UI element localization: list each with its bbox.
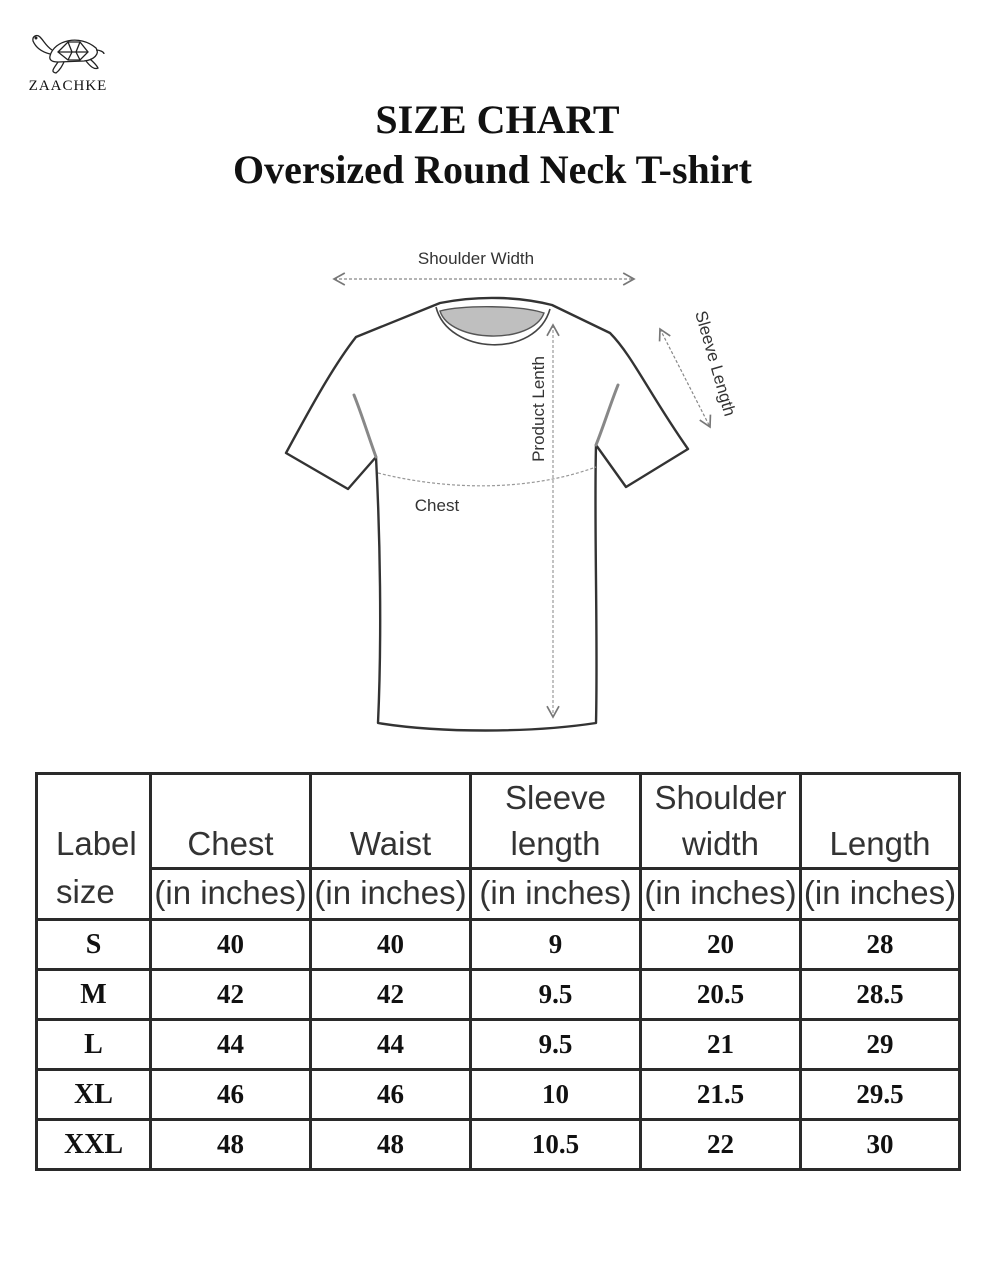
header-column-unit: (in inches) bbox=[149, 867, 312, 916]
header-column-name: width bbox=[681, 825, 760, 862]
turtle-logo-icon bbox=[28, 26, 108, 78]
header-column bbox=[151, 774, 311, 920]
header-column bbox=[471, 774, 641, 920]
table-cell: 46 bbox=[151, 1070, 311, 1120]
table-cell: 40 bbox=[151, 920, 311, 970]
table-row bbox=[37, 1120, 960, 1170]
header-column bbox=[641, 774, 801, 920]
tshirt-diagram bbox=[270, 235, 770, 745]
table-cell: 20.5 bbox=[641, 970, 801, 1020]
table-cell: 48 bbox=[151, 1120, 311, 1170]
header-column-name: length bbox=[510, 825, 601, 862]
table-row bbox=[37, 920, 960, 970]
table-cell: 29 bbox=[801, 1020, 960, 1070]
size-label: L bbox=[37, 1020, 151, 1070]
header-label-size bbox=[37, 774, 151, 920]
header-column bbox=[311, 774, 471, 920]
table-cell: 10.5 bbox=[471, 1120, 641, 1170]
table-cell: 44 bbox=[311, 1020, 471, 1070]
size-label: S bbox=[37, 920, 151, 970]
chest-label: Chest bbox=[414, 496, 460, 515]
shoulder-width-label: Shoulder Width bbox=[417, 249, 535, 268]
size-label: M bbox=[37, 970, 151, 1020]
sleeve-length-label: Sleeve Length bbox=[691, 308, 740, 419]
size-label: XXL bbox=[37, 1120, 151, 1170]
table-cell: 40 bbox=[311, 920, 471, 970]
table-cell: 10 bbox=[471, 1070, 641, 1120]
table-row bbox=[37, 970, 960, 1020]
table-cell: 9.5 bbox=[471, 1020, 641, 1070]
table-cell: 9 bbox=[471, 920, 641, 970]
header-column-name: Chest bbox=[187, 825, 274, 862]
header-column-unit: (in inches) bbox=[799, 867, 961, 916]
table-cell: 28.5 bbox=[801, 970, 960, 1020]
table-cell: 42 bbox=[311, 970, 471, 1020]
header-label-line: size bbox=[56, 873, 115, 910]
header-column-name: Shoulder bbox=[654, 779, 787, 816]
table-cell: 28 bbox=[801, 920, 960, 970]
table-cell: 29.5 bbox=[801, 1070, 960, 1120]
table-cell: 44 bbox=[151, 1020, 311, 1070]
table-cell: 21 bbox=[641, 1020, 801, 1070]
header-column-name: Sleeve bbox=[505, 779, 606, 816]
table-cell: 22 bbox=[641, 1120, 801, 1170]
header-column-unit: (in inches) bbox=[469, 867, 642, 916]
table-cell: 46 bbox=[311, 1070, 471, 1120]
table-cell: 30 bbox=[801, 1120, 960, 1170]
table-cell: 42 bbox=[151, 970, 311, 1020]
table-cell: 20 bbox=[641, 920, 801, 970]
header-column-unit: (in inches) bbox=[639, 867, 802, 916]
table-cell: 21.5 bbox=[641, 1070, 801, 1120]
table-cell: 9.5 bbox=[471, 970, 641, 1020]
size-table bbox=[35, 772, 958, 1168]
header-column-unit: (in inches) bbox=[309, 867, 472, 916]
table-row bbox=[37, 1020, 960, 1070]
table-header-row bbox=[37, 774, 960, 920]
header-label-line: Label bbox=[56, 825, 137, 862]
table-row bbox=[37, 1070, 960, 1120]
size-label: XL bbox=[37, 1070, 151, 1120]
table-cell: 48 bbox=[311, 1120, 471, 1170]
product-length-label: Product Lenth bbox=[529, 356, 548, 462]
tshirt-outline bbox=[286, 298, 688, 731]
header-column-name: Length bbox=[829, 825, 931, 862]
header-column bbox=[801, 774, 960, 920]
page-subtitle: Oversized Round Neck T-shirt bbox=[233, 147, 752, 192]
header-column-name: Waist bbox=[349, 825, 432, 862]
page-title: SIZE CHART bbox=[375, 97, 620, 142]
brand-name: ZAACHKE bbox=[28, 78, 108, 94]
brand-logo bbox=[18, 26, 118, 95]
